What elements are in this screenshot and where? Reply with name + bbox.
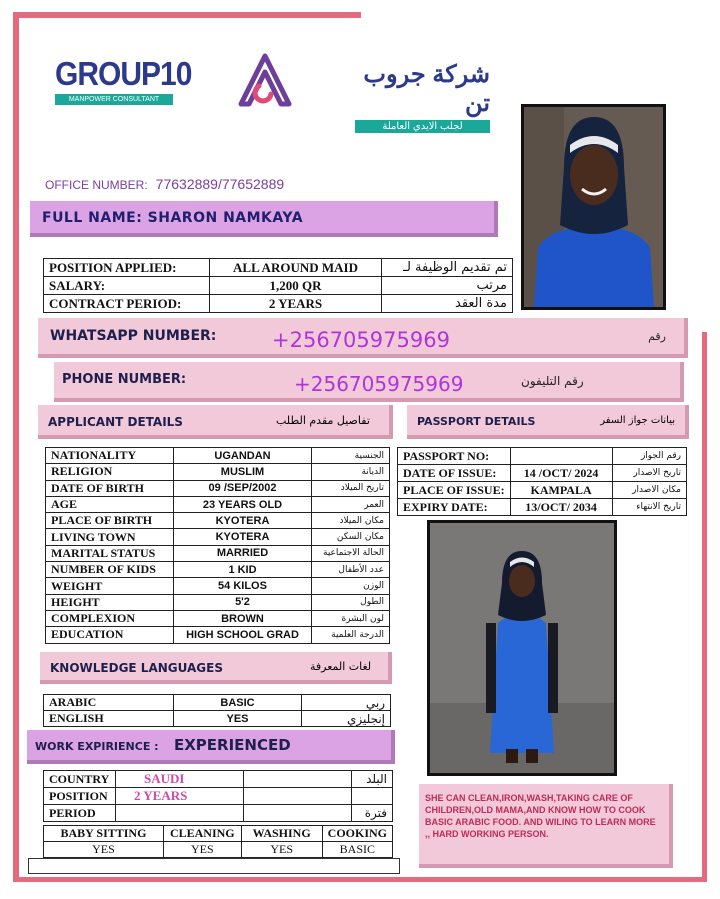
cell-arabic: فترة	[352, 805, 393, 822]
cell-arabic: الطول	[312, 594, 390, 610]
table-row	[46, 610, 390, 626]
cell-value: ALL AROUND MAID	[210, 259, 382, 277]
table-row	[44, 788, 393, 805]
cell-arabic: مكان الميلاد	[312, 513, 390, 529]
table-row	[398, 465, 687, 482]
table-row	[44, 771, 393, 788]
table-row	[46, 464, 390, 480]
cell-value	[510, 448, 612, 465]
cell-label: ARABIC	[44, 695, 174, 711]
table-row	[44, 295, 513, 313]
phone-banner	[54, 362, 684, 402]
office-number	[45, 176, 284, 192]
cell-label: COUNTRY	[44, 771, 116, 788]
cell-value: 09 /SEP/2002	[174, 480, 312, 496]
cell-arabic: لون البشرة	[312, 610, 390, 626]
knowledge-languages-header	[40, 652, 392, 684]
cell-value: MUSLIM	[174, 464, 312, 480]
cell-value: MARRIED	[174, 545, 312, 561]
whatsapp-label: WHATSAPP NUMBER:	[50, 328, 217, 344]
table-row	[44, 805, 393, 822]
cell-empty	[244, 771, 352, 788]
arabic-logo-name: شركة جروب تن	[363, 61, 490, 117]
passport-details-label: PASSPORT DETAILS	[417, 415, 536, 428]
cell-arabic: تم تقديم الوظيفة لـ	[382, 259, 513, 277]
cell-value: KYOTERA	[174, 513, 312, 529]
cell-label: DATE OF BIRTH	[46, 480, 174, 496]
skill-header: COOKING	[322, 826, 392, 842]
passport-details-arabic: بيانات جواز السفر	[600, 415, 675, 426]
skill-value: YES	[241, 842, 322, 858]
cell-label: COMPLEXION	[46, 610, 174, 626]
arabic-logo	[355, 60, 490, 133]
table-row	[398, 448, 687, 465]
whatsapp-number: +256705975969	[272, 328, 450, 352]
cell-arabic: البلد	[352, 771, 393, 788]
cell-arabic: مكان الاصدار	[612, 482, 686, 499]
table-row	[44, 711, 391, 727]
table-row	[398, 482, 687, 499]
cell-value: KAMPALA	[510, 482, 612, 499]
cell-arabic: الحالة الاجتماعية	[312, 545, 390, 561]
frame-top	[13, 12, 361, 18]
cell-value: 54 KILOS	[174, 578, 312, 594]
cell-value: YES	[174, 711, 302, 727]
skill-header: CLEANING	[163, 826, 241, 842]
cell-label: PERIOD	[44, 805, 116, 822]
office-label: OFFICE NUMBER:	[45, 178, 148, 192]
cell-label: POSITION	[44, 788, 116, 805]
table-row	[44, 259, 513, 277]
skill-value: BASIC	[322, 842, 392, 858]
cell-value: 14 /OCT/ 2024	[510, 465, 612, 482]
cell-arabic: تاريخ الاصدار	[612, 465, 686, 482]
cell-arabic: تاريخ الانتهاء	[612, 499, 686, 516]
description-text: SHE CAN CLEAN,IRON,WASH,TAKING CARE OF CHILDREN,OLD MAMA,AND KNOW HOW TO COOK BASIC ARABIC FOOD. AND WILING TO LEARN MORE ,, HARD WORKING PERSON.	[425, 793, 656, 839]
cell-value	[116, 805, 244, 822]
cell-arabic: العمر	[312, 496, 390, 512]
cell-arabic: إنجليزي	[302, 711, 391, 727]
whatsapp-arabic: رقم	[648, 330, 666, 343]
cell-label: CONTRACT PERIOD:	[44, 295, 210, 313]
cell-value: 2 YEARS	[210, 295, 382, 313]
table-row	[46, 496, 390, 512]
table-row	[44, 277, 513, 295]
skills-value-row	[44, 842, 393, 858]
cell-value: UGANDAN	[174, 448, 312, 464]
office-value: 77632889/77652889	[155, 176, 285, 192]
languages-table	[43, 694, 391, 727]
table-row	[46, 562, 390, 578]
full-name-text: FULL NAME: SHARON NAMKAYA	[42, 210, 304, 226]
empty-row-bar	[28, 858, 400, 874]
frame-bottom	[13, 877, 707, 882]
cell-label: SALARY:	[44, 277, 210, 295]
cell-label: EDUCATION	[46, 627, 174, 643]
cell-arabic: الدرجة العلمية	[312, 627, 390, 643]
cell-label: NUMBER OF KIDS	[46, 562, 174, 578]
work-experience-label: WORK EXPIRIENCE :	[35, 740, 159, 753]
table-row	[46, 627, 390, 643]
phone-label: PHONE NUMBER:	[62, 372, 187, 387]
cell-label: NATIONALITY	[46, 448, 174, 464]
cell-value: 13/OCT/ 2034	[510, 499, 612, 516]
cell-arabic: تاريخ الميلاد	[312, 480, 390, 496]
cell-label: MARITAL STATUS	[46, 545, 174, 561]
frame-left	[13, 12, 19, 882]
work-experience-banner	[27, 730, 395, 764]
cell-label: EXPIRY DATE:	[398, 499, 511, 516]
cell-value: BASIC	[174, 695, 302, 711]
cell-arabic	[352, 788, 393, 805]
table-row	[46, 578, 390, 594]
whatsapp-banner	[38, 318, 688, 358]
logo-group-text: GROUP	[55, 56, 161, 93]
frame-right	[702, 332, 707, 882]
cell-empty	[244, 805, 352, 822]
phone-arabic: رقم التليفون	[521, 374, 584, 388]
logo-sub: MANPOWER CONSULTANT	[55, 94, 173, 105]
cell-empty	[244, 788, 352, 805]
applicant-full-body-photo	[427, 520, 617, 776]
position-table	[43, 258, 513, 313]
cell-value: KYOTERA	[174, 529, 312, 545]
cell-value: SAUDI	[116, 771, 244, 788]
phone-number: +256705975969	[294, 372, 464, 396]
cell-arabic: ربي	[302, 695, 391, 711]
cell-label: PLACE OF BIRTH	[46, 513, 174, 529]
skill-header: WASHING	[241, 826, 322, 842]
cell-arabic: رقم الجواز	[612, 448, 686, 465]
table-row	[46, 594, 390, 610]
cell-value: 1 KID	[174, 562, 312, 578]
description-box	[419, 784, 673, 868]
cell-arabic: الديانة	[312, 464, 390, 480]
cell-value: BROWN	[174, 610, 312, 626]
skills-table	[43, 825, 393, 858]
cell-value: 1,200 QR	[210, 277, 382, 295]
cell-value: 5'2	[174, 594, 312, 610]
table-row	[46, 513, 390, 529]
cell-label: HEIGHT	[46, 594, 174, 610]
cell-arabic: عدد الأطفال	[312, 562, 390, 578]
cell-label: LIVING TOWN	[46, 529, 174, 545]
group10-logo	[55, 56, 192, 105]
cell-label: ENGLISH	[44, 711, 174, 727]
cell-label: DATE OF ISSUE:	[398, 465, 511, 482]
skill-value: YES	[44, 842, 164, 858]
applicant-portrait-photo	[521, 104, 666, 310]
table-row	[46, 448, 390, 464]
skill-header: BABY SITTING	[44, 826, 164, 842]
full-name-banner	[30, 201, 498, 237]
logo-ten-text: 10	[160, 56, 192, 93]
skill-value: YES	[163, 842, 241, 858]
cell-label: PLACE OF ISSUE:	[398, 482, 511, 499]
cell-label: PASSPORT NO:	[398, 448, 511, 465]
table-row	[398, 499, 687, 516]
cell-arabic: الوزن	[312, 578, 390, 594]
passport-details-header	[407, 405, 689, 439]
table-row	[46, 545, 390, 561]
cell-label: RELIGION	[46, 464, 174, 480]
skills-header-row	[44, 826, 393, 842]
applicant-details-label: APPLICANT DETAILS	[48, 415, 183, 429]
cell-arabic: الجنسية	[312, 448, 390, 464]
table-row	[44, 695, 391, 711]
applicant-details-header	[38, 405, 393, 439]
table-row	[46, 529, 390, 545]
applicant-details-arabic: تفاصيل مقدم الطلب	[276, 414, 370, 427]
passport-table	[397, 447, 687, 516]
knowledge-languages-arabic: لغات المعرفة	[310, 660, 372, 673]
cell-arabic: مرتب	[382, 277, 513, 295]
work-table	[43, 770, 393, 822]
cell-arabic: مدة العقد	[382, 295, 513, 313]
applicant-table	[45, 447, 390, 644]
arabic-logo-sub: لجلب الايدي العاملة	[355, 120, 490, 133]
work-experience-value: EXPERIENCED	[174, 736, 291, 754]
cell-arabic: مكان السكن	[312, 529, 390, 545]
cell-label: POSITION APPLIED:	[44, 259, 210, 277]
cell-value: 2 YEARS	[116, 788, 244, 805]
cell-value: HIGH SCHOOL GRAD	[174, 627, 312, 643]
table-row	[46, 480, 390, 496]
knowledge-languages-label: KNOWLEDGE LANGUAGES	[50, 661, 223, 675]
cell-label: WEIGHT	[46, 578, 174, 594]
cell-value: 23 YEARS OLD	[174, 496, 312, 512]
emblem-icon	[235, 52, 295, 110]
cell-label: AGE	[46, 496, 174, 512]
